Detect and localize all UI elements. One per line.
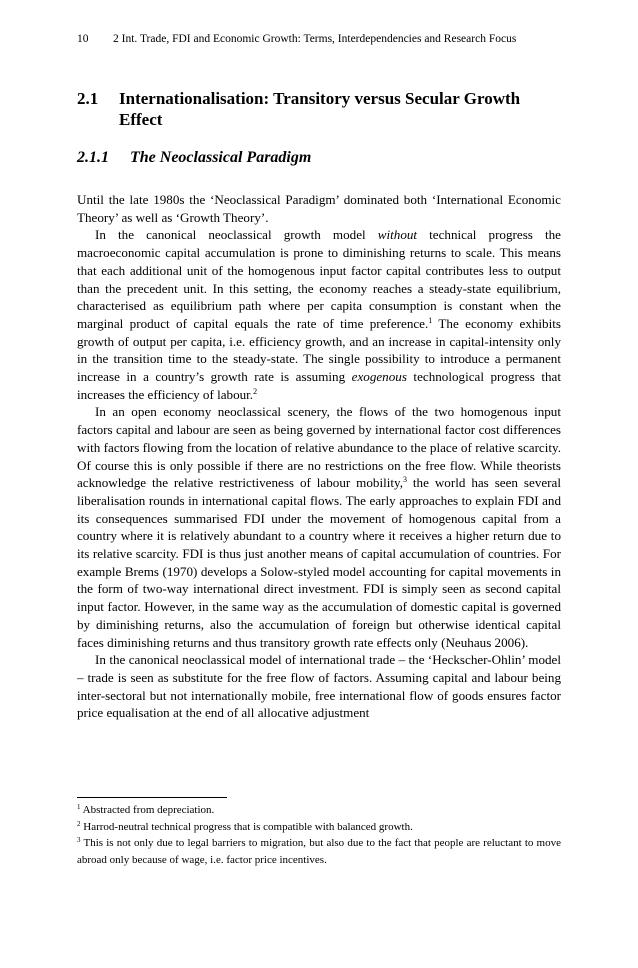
emphasis-exogenous: exogenous xyxy=(351,369,407,385)
paragraph-3-text-b: the world has seen several liberalisation rounds in international capital flows. The early approaches to explain FDI and its consequences summarised FDI under the movement of homogenous capital from a country where it is relatively abundant to a country where it receives a higher return due to its relative scarcity. FDI is thus just another means of capital accumulation of countries. For example Brems (1970) develops a Solow-styled model accounting for capital movements in the form of two-way international direct investment. FDI is simply seen as second capital input factor. However, in the same way as the accumulation of domestic capital is governed by diminishing returns, also the accumulation of foreign but otherwise identical capital faces diminishing returns and thus transitory growth rate effects only (Neuhaus 2006). xyxy=(77,475,561,650)
paragraph-2-text-c: The economy exhibits growth of output per capita, i.e. efficiency growth, and an increase in capital-intensity only in the transition time to the steady-state. The single possibility to introduce a permanent increase in a country’s growth rate is assuming xyxy=(77,315,561,385)
paragraph-2-text-d: technological progress that increases the efficiency of labour. xyxy=(77,369,561,402)
section-heading xyxy=(77,88,561,130)
paragraph xyxy=(77,191,561,226)
subsection-number: 2.1.1 xyxy=(77,149,109,166)
paragraph-2-text-a: In the canonical neoclassical growth model xyxy=(95,227,378,243)
footnote xyxy=(77,819,561,836)
footnote-mark: 3 xyxy=(77,836,81,844)
paragraph-1-text: Until the late 1980s the ‘Neoclassical Paradigm’ dominated both ‘International Economic Theory’ as well as ‘Growth Theory’. xyxy=(77,192,561,225)
paragraph xyxy=(77,651,561,722)
paragraph-2-text-b: technical progress the macroeconomic capital accumulation is prone to diminishing returns to scale. This means that each additional unit of the homogenous input factor capital contributes less to output than the precedent unit. In this setting, the economy reaches a steady-state equilibrium, characterised as equilibrium path where per capita consumption is constant when the marginal product of capital equals the rate of time preference. xyxy=(77,227,561,331)
footnote-ref-3[interactable]: 3 xyxy=(402,475,407,485)
subsection-title: The Neoclassical Paradigm xyxy=(130,149,312,166)
section-number: 2.1 xyxy=(77,89,99,108)
subsection-heading xyxy=(77,148,561,168)
footnote-mark: 1 xyxy=(77,803,81,811)
footnote-ref-2[interactable]: 2 xyxy=(253,386,258,396)
footnote-ref-1[interactable]: 1 xyxy=(428,315,433,325)
footnote xyxy=(77,835,561,868)
footnote xyxy=(77,802,561,819)
footnote-divider xyxy=(77,797,227,798)
footnote-text: This is not only due to legal barriers to migration, but also due to the fact that people are reluctant to move abroad only because of wage, i.e. factor price incentives. xyxy=(77,837,561,866)
paragraph xyxy=(77,403,561,651)
footnote-mark: 2 xyxy=(77,819,81,828)
page-number: 10 xyxy=(77,33,89,45)
footnote-text: Abstracted from depreciation. xyxy=(82,804,215,816)
footnotes xyxy=(77,802,561,868)
paragraph xyxy=(77,226,561,403)
paragraph-4-text: In the canonical neoclassical model of international trade – the ‘Heckscher-Ohlin’ model – trade is seen as substitute for the free flow of factors. Assuming capital and labour being inter-sectoral but not internationally mobile, free international flow of goods ensures factor price equalisation at the end of all allocative adjustment xyxy=(77,652,561,721)
running-title: 2 Int. Trade, FDI and Economic Growth: Terms, Interdependencies and Research Focus xyxy=(113,33,517,45)
body-text xyxy=(77,191,561,722)
paragraph-3-text-a: In an open economy neoclassical scenery, the flows of the two homogenous input factors capital and labour are seen as being governed by international factor cost differences with factors flowing from the location of relative abundance to the place of relative scarcity. Of course this is only possible if there are no restrictions on the free flow. While theorists acknowledge the relative restrictiveness of labour mobility, xyxy=(77,404,561,491)
emphasis-without: without xyxy=(377,227,418,243)
section-title: Internationalisation: Transitory versus Secular Growth Effect xyxy=(119,89,521,129)
footnote-text: Harrod-neutral technical progress that is compatible with balanced growth. xyxy=(83,820,413,833)
running-header xyxy=(77,32,561,46)
